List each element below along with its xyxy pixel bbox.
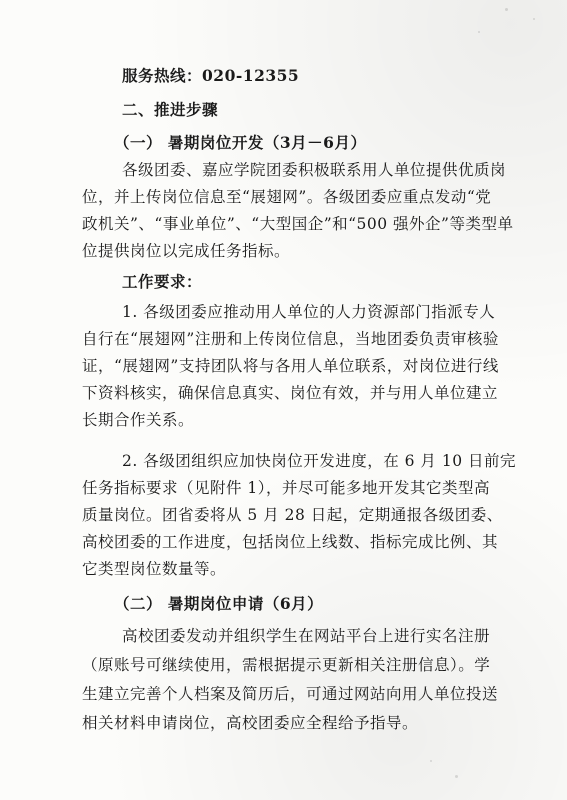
requirement-line: 2. 各级团组织应加快岗位开发进度，在 6 月 10 日前完 [122, 452, 517, 470]
scan-speck [430, 760, 432, 762]
requirement-line: 它类型岗位数量等。 [82, 560, 227, 578]
requirement-line: 高校团委的工作进度，包括岗位上线数、指标完成比例、其 [82, 533, 499, 551]
work-requirements-title: 工作要求： [122, 272, 203, 291]
paragraph-line: 各级团委、嘉应学院团委积极联系用人单位提供优质岗 [122, 161, 507, 179]
requirement-line: 自行在“展翅网”注册和上传岗位信息，当地团委负责审核验 [82, 330, 499, 348]
requirement-line: 下资料核实，确保信息真实、岗位有效，并与用人单位建立 [82, 384, 499, 402]
paragraph-line: 政机关”、“事业单位”、“大型国企”和“500 强外企”等类型单 [82, 215, 514, 233]
section-title-promotion-steps: 二、推进步骤 [122, 100, 219, 119]
requirement-line: 任务指标要求（见附件 1），并尽可能多地开发其它类型高 [82, 479, 491, 497]
requirement-line: 质量岗位。团省委将从 5 月 28 日起，定期通报各级团委、 [82, 506, 503, 524]
paragraph-line: 位提供岗位以完成任务指标。 [82, 242, 291, 260]
requirement-line: 1. 各级团委应推动用人单位的人力资源部门指派专人 [122, 303, 496, 321]
scan-speck [478, 31, 480, 33]
subsection-title-job-development: （一） 暑期岗位开发（3月－6月） [114, 133, 367, 152]
scan-speck [455, 775, 458, 778]
requirement-line: 证，“展翅网”支持团队将与各用人单位联系，对岗位进行线 [82, 357, 499, 375]
paragraph-line: 高校团委发动并组织学生在网站平台上进行实名注册 [122, 627, 491, 645]
service-hotline: 服务热线：020-12355 [122, 66, 300, 85]
scan-speck [505, 8, 508, 11]
paragraph-line: 位，并上传岗位信息至“展翅网”。各级团委应重点发动“党 [82, 188, 492, 206]
paragraph-line: （原账号可继续使用，需根据提示更新相关注册信息）。学 [82, 656, 491, 674]
scan-speck [533, 18, 535, 20]
subsection-title-job-application: （二） 暑期岗位申请（6月） [114, 594, 324, 613]
paragraph-line: 生建立完善个人档案及简历后，可通过网站向用人单位投送 [82, 685, 499, 703]
paragraph-line: 相关材料申请岗位，高校团委应全程给予指导。 [82, 714, 419, 732]
requirement-line: 长期合作关系。 [82, 411, 195, 429]
